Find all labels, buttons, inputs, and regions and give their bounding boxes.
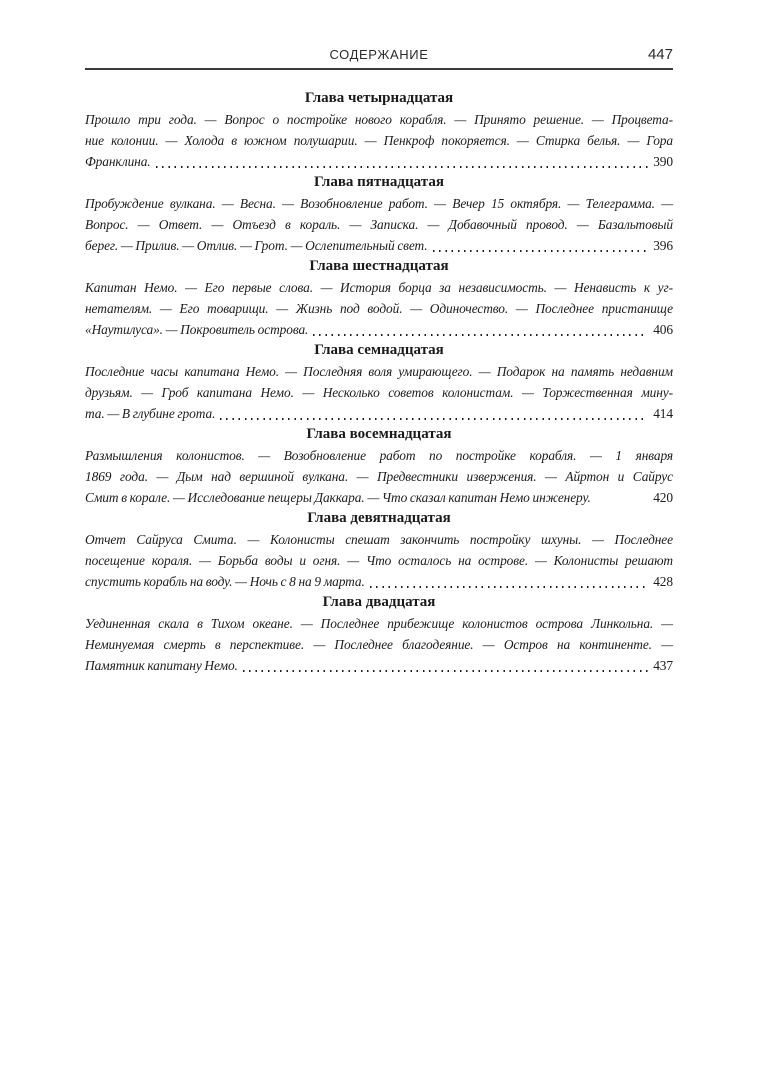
- chapter-last-line: [85, 319, 673, 340]
- toc-chapter-18: [85, 424, 673, 508]
- dot-leader: [596, 502, 648, 504]
- chapter-description-line: ние колонии. — Холода в южном полушарии. — Пенкроф покоряется. — Стирка белья. — Гора: [85, 133, 673, 148]
- chapter-description-line: посещение кораля. — Борьба воды и огня. — Что осталось на острове. — Колонисты решают: [85, 553, 673, 568]
- chapter-description-text: спустить корабль на воду. — Ночь с 8 на 9 марта.: [85, 574, 365, 589]
- dot-leader: [433, 250, 649, 252]
- toc-chapter-20: [85, 592, 673, 676]
- chapter-heading: Глава четырнадцатая: [304, 90, 454, 106]
- chapter-description-line: Размышления колонистов. — Возобновление работ по постройке корабля. — 1 января: [85, 448, 673, 463]
- chapter-page-number: 420: [653, 490, 673, 505]
- dot-leader: [243, 670, 648, 672]
- chapter-last-line: [85, 655, 673, 676]
- folio-page-number: 447: [647, 46, 673, 63]
- dot-leader: [220, 418, 648, 420]
- chapter-page-number: 437: [653, 658, 673, 673]
- toc-chapter-14: [85, 88, 673, 172]
- toc-chapter-16: [85, 256, 673, 340]
- running-head: [85, 46, 673, 70]
- chapter-heading: Глава девятнадцатая: [307, 510, 451, 526]
- toc-chapter-15: [85, 172, 673, 256]
- chapter-description-text: та. — В глубине грота.: [85, 406, 216, 421]
- running-head-title: СОДЕРЖАНИЕ: [329, 47, 429, 62]
- chapter-last-line: [85, 571, 673, 592]
- chapter-description-line: Неминуемая смерть в перспективе. — Последнее благодеяние. — Остров на континенте. —: [85, 637, 673, 652]
- chapter-description-line: нетателям. — Его товарищи. — Жизнь под водой. — Одиночество. — Последнее пристанище: [85, 301, 673, 316]
- chapter-description-text: берег. — Прилив. — Отлив. — Грот. — Ослепительный свет.: [85, 238, 428, 253]
- chapter-page-number: 428: [653, 574, 673, 589]
- chapter-description-text: Памятник капитану Немо.: [85, 658, 238, 673]
- chapter-last-line: [85, 235, 673, 256]
- chapter-description-text: Франклина.: [85, 154, 151, 169]
- dot-leader: [370, 586, 648, 588]
- chapter-page-number: 406: [653, 322, 673, 337]
- chapter-heading: Глава восемнадцатая: [306, 426, 452, 442]
- chapter-description-line: друзьям. — Гроб капитана Немо. — Несколько советов колонистам. — Торжественная мину-: [85, 385, 673, 400]
- chapter-heading: Глава пятнадцатая: [314, 174, 444, 190]
- toc-chapter-17: [85, 340, 673, 424]
- chapter-last-line: [85, 403, 673, 424]
- chapter-description-text: Смит в корале. — Исследование пещеры Даккара. — Что сказал капитан Немо инженеру.: [85, 490, 591, 505]
- chapter-heading: Глава шестнадцатая: [309, 258, 449, 274]
- chapter-heading: Глава семнадцатая: [314, 342, 444, 358]
- chapter-description-line: Капитан Немо. — Его первые слова. — История борца за независимость. — Ненависть к уг-: [85, 280, 673, 295]
- chapter-description-line: Прошло три года. — Вопрос о постройке нового корабля. — Принято решение. — Процвета-: [85, 112, 673, 127]
- chapter-description-line: Отчет Сайруса Смита. — Колонисты спешат закончить постройку шхуны. — Последнее: [85, 532, 673, 547]
- chapter-description-text: «Наутилуса». — Покровитель острова.: [85, 322, 309, 337]
- dot-leader: [313, 334, 648, 336]
- dot-leader: [156, 166, 649, 168]
- chapter-page-number: 414: [653, 406, 673, 421]
- chapter-page-number: 396: [653, 238, 673, 253]
- chapter-last-line: [85, 487, 673, 508]
- chapter-description-line: Последние часы капитана Немо. — Последняя воля умирающего. — Подарок на память недавним: [85, 364, 673, 379]
- chapter-description-line: 1869 года. — Дым над вершиной вулкана. — Предвестники извержения. — Айртон и Сайрус: [85, 469, 673, 484]
- table-of-contents: [85, 88, 673, 676]
- chapter-heading: Глава двадцатая: [322, 594, 436, 610]
- chapter-description-line: Пробуждение вулкана. — Весна. — Возобновление работ. — Вечер 15 октября. — Телеграмма. —: [85, 196, 673, 211]
- toc-chapter-19: [85, 508, 673, 592]
- chapter-last-line: [85, 151, 673, 172]
- chapter-description-line: Уединенная скала в Тихом океане. — Последнее прибежище колонистов острова Линкольна. —: [85, 616, 673, 631]
- chapter-page-number: 390: [653, 154, 673, 169]
- chapter-description-line: Вопрос. — Ответ. — Отъезд в кораль. — Записка. — Добавочный провод. — Базальтовый: [85, 217, 673, 232]
